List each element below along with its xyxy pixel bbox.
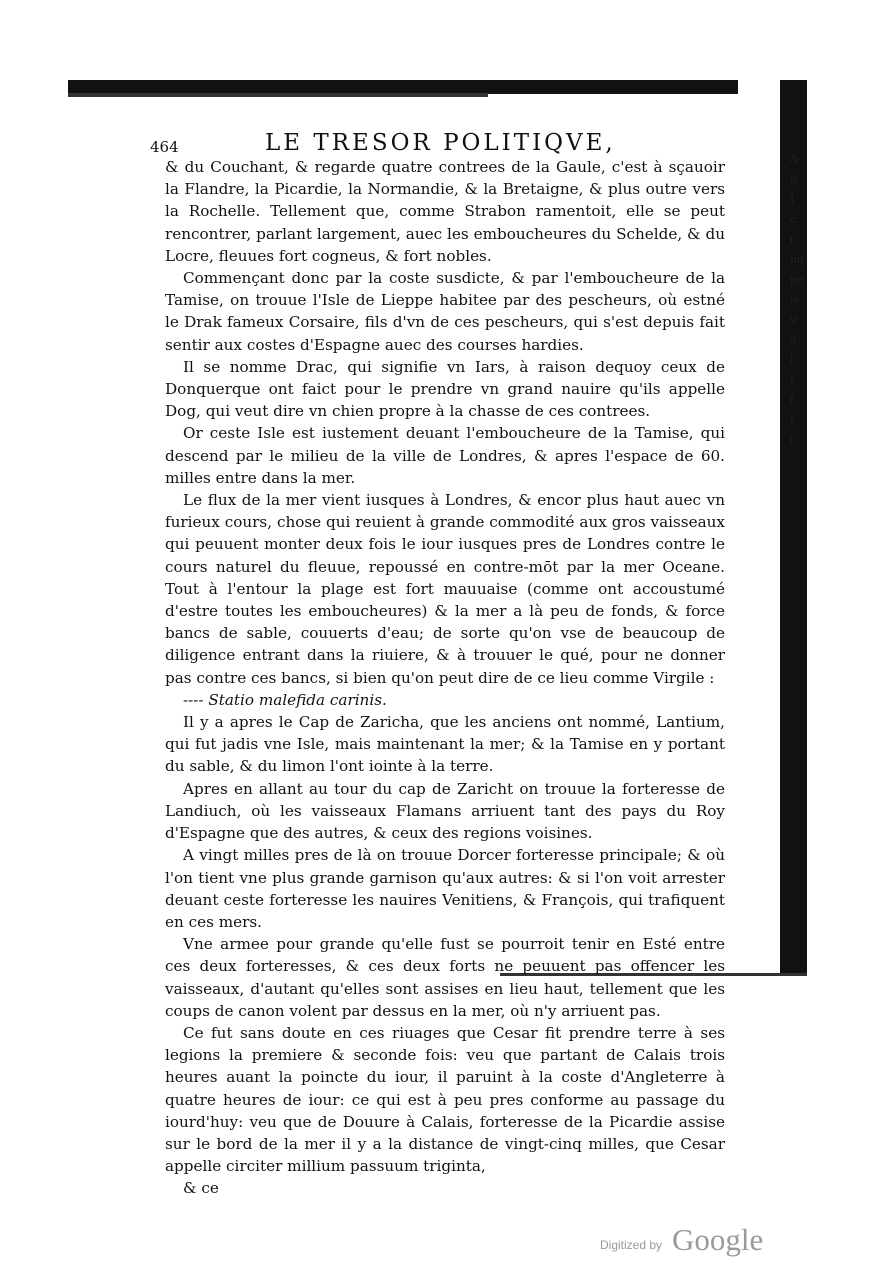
gutter-mark: a — [790, 333, 797, 346]
gutter-mark: p — [790, 173, 798, 186]
paragraph: Le flux de la mer vient iusques à Londres, & encor plus haut auec vn furieux cours, chose qui reuient à grande commodité aux gros vaisseaux qui peuuent monter deux fois le iour iusques pres de Londres contre le cours naturel du fleuue, repoussé en contre-mōt par la mer Oceane. Tout à l'entour la plage est fort mauuaise (comme ont accoustumé d'estre toutes les emboucheures) & la mer a là peu de fonds, & force bancs de sable, couuerts d'eau; de sorte qu'on vse de beaucoup de diligence entrant dans la riuiere, & à trouuer le qué, pour ne donner pas contre ces bancs, si bien qu'on peut dire de ce lieu comme Virgile : — [165, 491, 725, 687]
gutter-mark: r — [790, 413, 796, 426]
gutter-mark: f — [790, 373, 795, 386]
digitized-by-google-watermark — [600, 1222, 780, 1262]
gutter-mark: lig — [790, 253, 805, 266]
gutter-mark: ( — [790, 233, 795, 246]
gutter-mark: l — [790, 353, 794, 366]
gutter-mark: c — [790, 213, 797, 226]
paragraph: Il y a apres le Cap de Zaricha, que les anciens ont nommé, Lantium, qui fut jadis vne Isle, mais maintenant la mer; & la Tamise en y portant du sable, & du limon l'ont iointe à la terre. — [165, 713, 725, 776]
paragraph: Il se nomme Drac, qui signifie vn Iars, à raison dequoy ceux de Donquerque ont faict pour le prendre vn grand nauire qu'ils appelle Dog, qui veut dire vn chien propre à la chasse de ces contrees. — [165, 357, 725, 421]
virgil-quote: ---- Statio malefida carinis. — [183, 690, 387, 709]
paragraph: A vingt milles pres de là on trouue Dorcer forteresse principale; & où l'on tient vne plus grande garnison qu'aux autres: & si l'on voit arrester deuant ceste forteresse les nauires Venitiens, & François, qui trafiquent en ces mers. — [165, 846, 725, 931]
gutter-mark: f — [790, 393, 795, 406]
paragraph: & du Couchant, & regarde quatre contrees de la Gaule, c'est à sçauoir la Flandre, la Picardie, la Normandie, & la Bretaigne, & plus outre vers la Rochelle. Tellement que, comme Strabon ramentoit, elle se peut rencontrer, parlant largement, auec les emboucheures du Schelde, & du Locre, fleuues fort cogneus, & fort nobles. — [165, 158, 725, 265]
body-text — [165, 156, 725, 1200]
paragraph: Or ceste Isle est iustement deuant l'emboucheure de la Tamise, qui descend par le milieu de la ville de Londres, & apres l'espace de 60. milles entre dans la mer. — [165, 424, 725, 487]
google-logo: Google — [672, 1222, 764, 1257]
scan-shadow-top-inner — [68, 93, 488, 97]
catchword: & ce — [183, 1179, 219, 1198]
paragraph: Apres en allant au tour du cap de Zaricht on trouue la forteresse de Landiuch, où les vaisseaux Flamans arriuent tant des pays du Roy d'Espagne que des autres, & ceux des regions voisines. — [165, 779, 725, 843]
paragraph: Ce fut sans doute en ces riuages que Cesar fit prendre terre à ses legions la premiere & seconde fois: veu que partant de Calais trois heures auant la poincte du iour, il paruint à la coste d'Angleterre à quatre heures de iour: ce qui est à peu pres conforme au passage du iourd'huy: veu que de Douure à Calais, forteresse de la Picardie assise sur le bord de la mer il y a la distance de vingt-cinq milles, que Cesar appelle circiter millium passuum triginta, — [165, 1023, 725, 1176]
running-title: LE TRESOR POLITIQVE, — [265, 130, 616, 156]
page-number: 464 — [150, 138, 179, 156]
gutter-mark: u — [790, 313, 798, 326]
gutter-mark: le — [790, 293, 801, 306]
gutter-mark: & — [790, 153, 800, 166]
gutter-mark: I — [790, 193, 795, 206]
scan-shadow-top — [68, 80, 738, 94]
facing-page-gutter — [790, 150, 806, 450]
paragraph: Commençant donc par la coste susdicte, & par l'emboucheure de la Tamise, on trouue l'Isle de Lieppe habitee par des pescheurs, où estné le Drak fameux Corsaire, fils d'vn de ces pescheurs, qui s'est depuis fait sentir aux costes d'Espagne auec des courses hardies. — [165, 269, 725, 354]
paragraph: Vne armee pour grande qu'elle fust se pourroit tenir en Esté entre ces deux forteresses, & ces deux forts ne peuuent pas offencer les vaisseaux, d'autant qu'elles sont assises en lieu haut, tellement que les coups de canon volent par dessus en la mer, où n'y arriuent pas. — [165, 935, 725, 1020]
gutter-mark: c — [790, 433, 797, 446]
watermark-digitized-by: Digitized by — [600, 1238, 663, 1252]
gutter-mark: pe — [790, 273, 804, 286]
